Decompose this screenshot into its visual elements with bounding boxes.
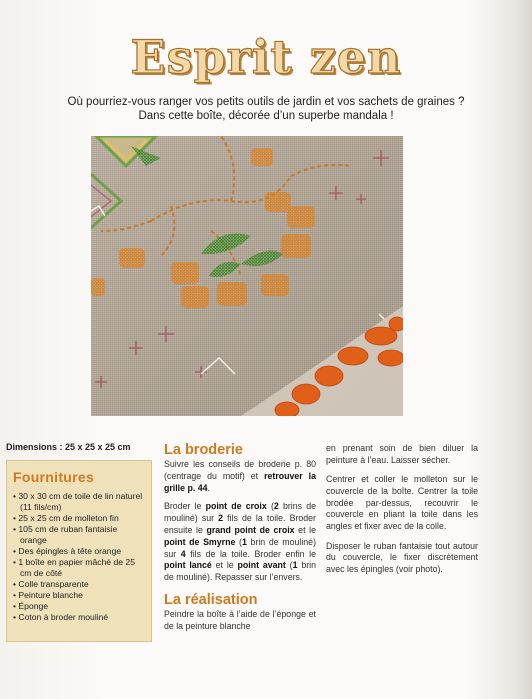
realisation-paragraph-4: Disposer le ruban fantaisie tout autour du couvercle, le fixer discrètement avec les épingles (voir photo). — [326, 540, 478, 575]
intro-text — [20, 95, 512, 123]
supplies-heading: Fournitures — [13, 469, 95, 485]
instructions-column-2 — [326, 443, 478, 583]
supply-item: • Éponge — [13, 601, 145, 612]
supplies-list — [13, 491, 145, 623]
supply-item: • 1 boîte en papier mâché de 25 cm de côté — [13, 557, 145, 579]
mandala-corner — [91, 136, 156, 228]
supply-item: • 30 x 30 cm de toile de lin naturel (11 fils/cm) — [13, 491, 145, 513]
realisation-heading: La réalisation — [164, 591, 258, 608]
embroidery-photo — [91, 136, 403, 416]
supplies-box — [6, 460, 152, 642]
broderie-paragraph-1: Suivre les conseils de broderie p. 80 (centrage du motif) et retrouver la grille p. 44. — [164, 459, 316, 493]
broderie-heading: La broderie — [164, 442, 243, 458]
realisation-paragraph-2: en prenant soin de bien diluer la peinture à l’eau. Laisser sécher. — [326, 443, 478, 465]
dimensions-label: Dimensions : 25 x 25 x 25 cm — [6, 442, 131, 452]
supply-item: • 105 cm de ruban fantaisie orange — [13, 524, 145, 546]
supply-item: • Des épingles à tête orange — [13, 546, 145, 557]
intro-line-2: Dans cette boîte, décorée d’un superbe mandala ! — [138, 110, 394, 122]
orange-flowers — [91, 148, 315, 308]
embroidery-illustration — [91, 136, 403, 416]
supply-item: • Peinture blanche — [13, 590, 145, 601]
broderie-paragraph-2: Broder le point de croix (2 brins de mouliné) sur 2 fils de la toile. Broder ensuite le grand point de croix et le point de Smyrne (1 brin de mouliné) sur 4 fils de la toile. Broder enfin le point lancé et le point avant (1 brin de mouliné). Repasser sur l’envers. — [164, 501, 317, 583]
realisation-paragraph-3: Centrer et coller le molleton sur le couvercle de la boîte. Centrer la toile brodée par-dessus, recouvrir le couvercle en pliant la toile dans les angles et fixer avec de la colle. — [326, 474, 478, 532]
instructions-column-1 — [164, 441, 316, 640]
supply-item: • Colle transparente — [13, 579, 145, 590]
realisation-paragraph-1: Peindre la boîte à l’aide de l’éponge et de la peinture blanche — [164, 608, 316, 631]
intro-line-1: Où pourriez-vous ranger vos petits outils de jardin et vos sachets de graines ? — [67, 96, 465, 108]
supply-item: • 25 x 25 cm de molleton fin — [13, 513, 145, 524]
supply-item: • Coton à broder mouliné — [13, 612, 145, 623]
page-title: Esprit zen — [130, 30, 402, 84]
